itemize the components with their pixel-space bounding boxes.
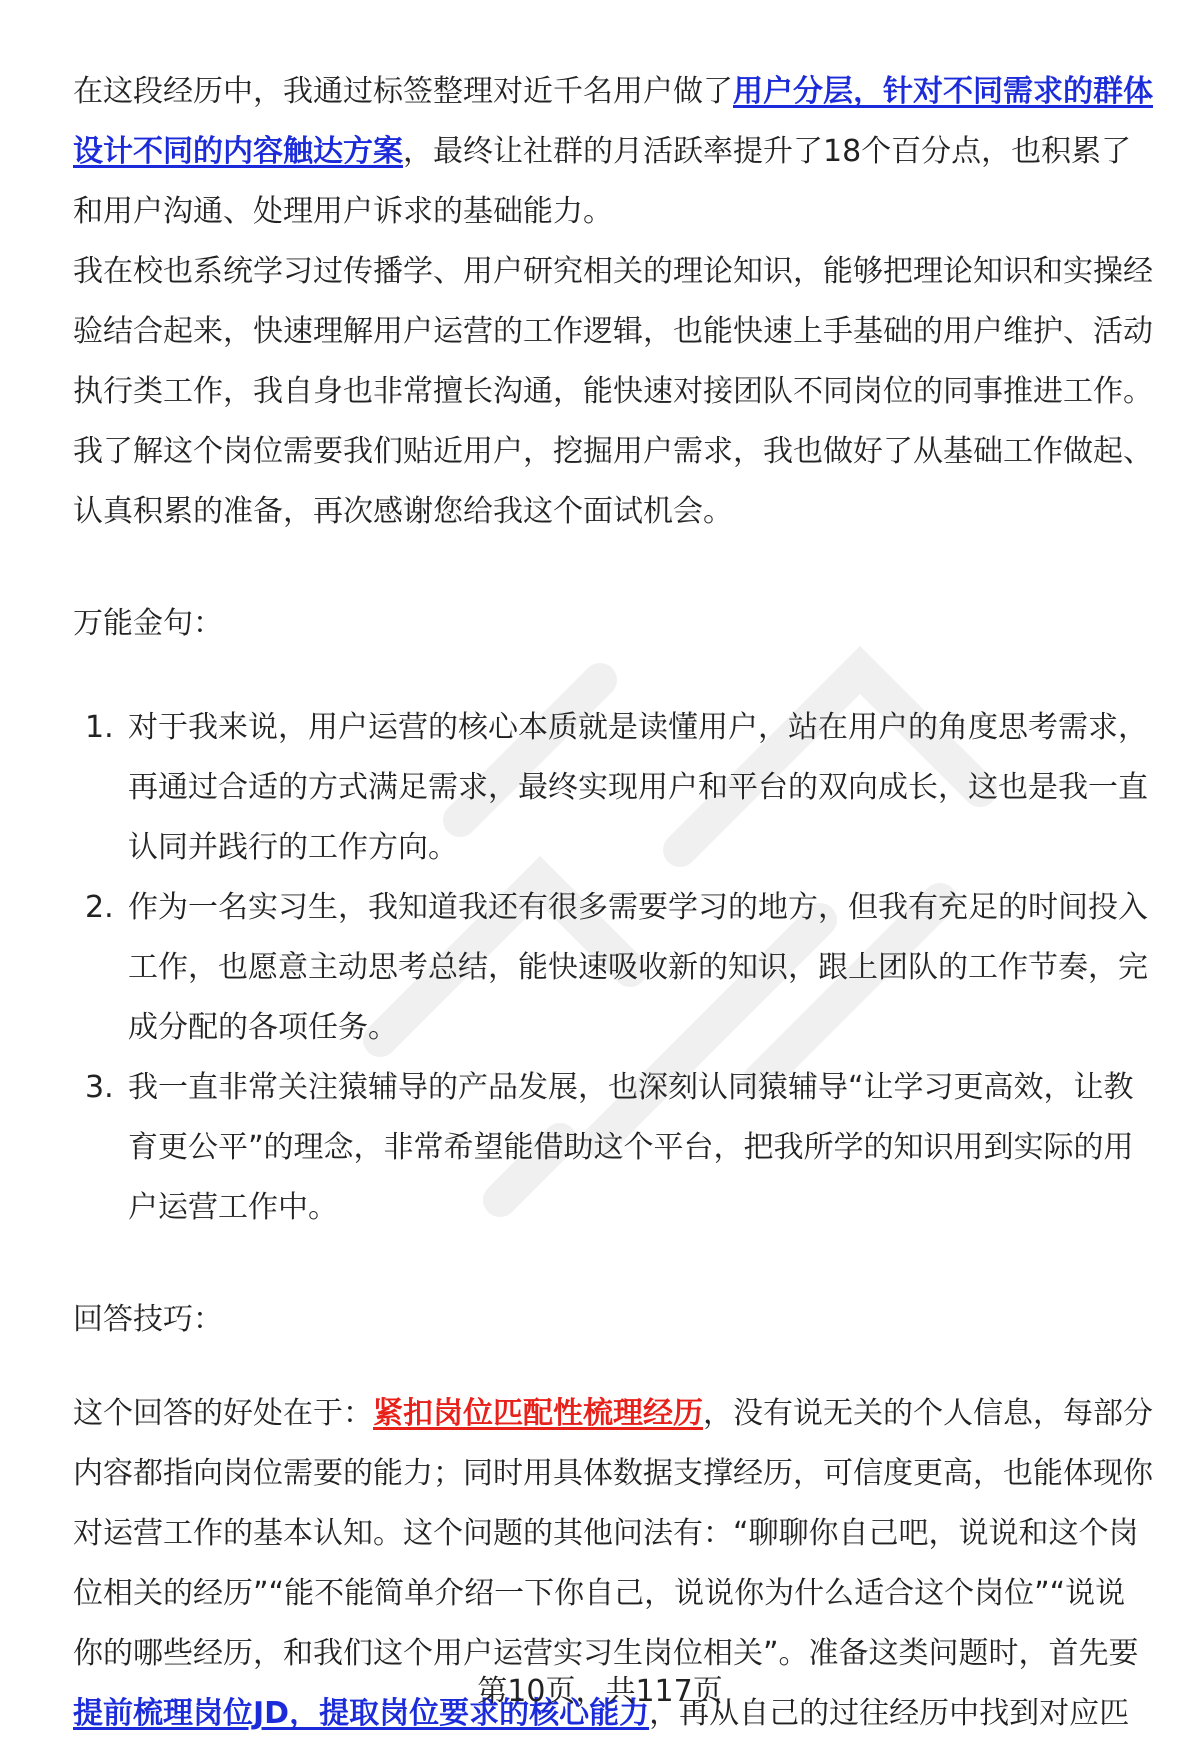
- intro-p1-highlight: 用户分层，针对不同需求的群体设计不同的内容触达方案: [73, 74, 1153, 169]
- list-item-text: 我一直非常关注猿辅导的产品发展，也深刻认同猿辅导“让学习更高效，让教育更公平”的理念，非常希望能借助这个平台，把我所学的知识用到实际的用户运营工作中。: [128, 1070, 1134, 1225]
- intro-paragraph-2: 我在校也系统学习过传播学、用户研究相关的理论知识，能够把理论知识和实操经验结合起来，快速理解用户运营的工作逻辑，也能快速上手基础的用户维护、活动执行类工作，我自身也非常擅长沟通，能快速对接团队不同岗位的同事推进工作。我了解这个岗位需要我们贴近用户，挖掘用户需求，我也做好了从基础工作做起、认真积累的准备，再次感谢您给我这个面试机会。: [73, 254, 1153, 529]
- intro-p1-pre: 在这段经历中，我通过标签整理对近千名用户做了: [73, 74, 733, 109]
- page-footer: 第10页，共117页: [477, 1674, 723, 1709]
- tips-highlight-red: 紧扣岗位匹配性梳理经历: [373, 1396, 703, 1431]
- golden-sentences-heading: 万能金句：: [73, 606, 223, 641]
- document-body: [73, 62, 1153, 1744]
- intro-paragraph-1: [73, 62, 1153, 242]
- intro-p1-post: ，最终让社群的月活跃率提升了18个百分点，也积累了和用户沟通、处理用户诉求的基础能力。: [73, 134, 1132, 229]
- list-number: 2.: [85, 890, 114, 925]
- tips-pre: 这个回答的好处在于：: [73, 1396, 373, 1431]
- tips-highlight-blue: 提前梳理岗位JD，提取岗位要求的核心能力: [73, 1696, 650, 1731]
- list-number: 3.: [85, 1070, 114, 1105]
- list-item-text: 对于我来说，用户运营的核心本质就是读懂用户，站在用户的角度思考需求，再通过合适的方式满足需求，最终实现用户和平台的双向成长，这也是我一直认同并践行的工作方向。: [128, 710, 1148, 865]
- list-number: 1.: [85, 710, 114, 745]
- list-item: [73, 698, 1153, 878]
- list-item: [73, 1058, 1153, 1238]
- list-item: [73, 878, 1153, 1058]
- tips-heading: 回答技巧：: [73, 1302, 223, 1337]
- tips-post: ，再从自己的过往经历中找到对应匹: [649, 1696, 1130, 1731]
- golden-sentences-list: [73, 698, 1153, 1238]
- tips-mid: ，没有说无关的个人信息，每部分内容都指向岗位需要的能力；同时用具体数据支撑经历，可信度更高，也能体现你对运营工作的基本认知。这个问题的其他问法有：“聊聊你自己吧，说说和这个岗位相关的经历”“能不能简单介绍一下你自己，说说你为什么适合这个岗位”“说说你的哪些经历，和我们这个用户运营实习生岗位相关”。准备这类问题时，首先要: [73, 1396, 1153, 1671]
- list-item-text: 作为一名实习生，我知道我还有很多需要学习的地方，但我有充足的时间投入工作，也愿意主动思考总结，能快速吸收新的知识，跟上团队的工作节奏，完成分配的各项任务。: [128, 890, 1148, 1045]
